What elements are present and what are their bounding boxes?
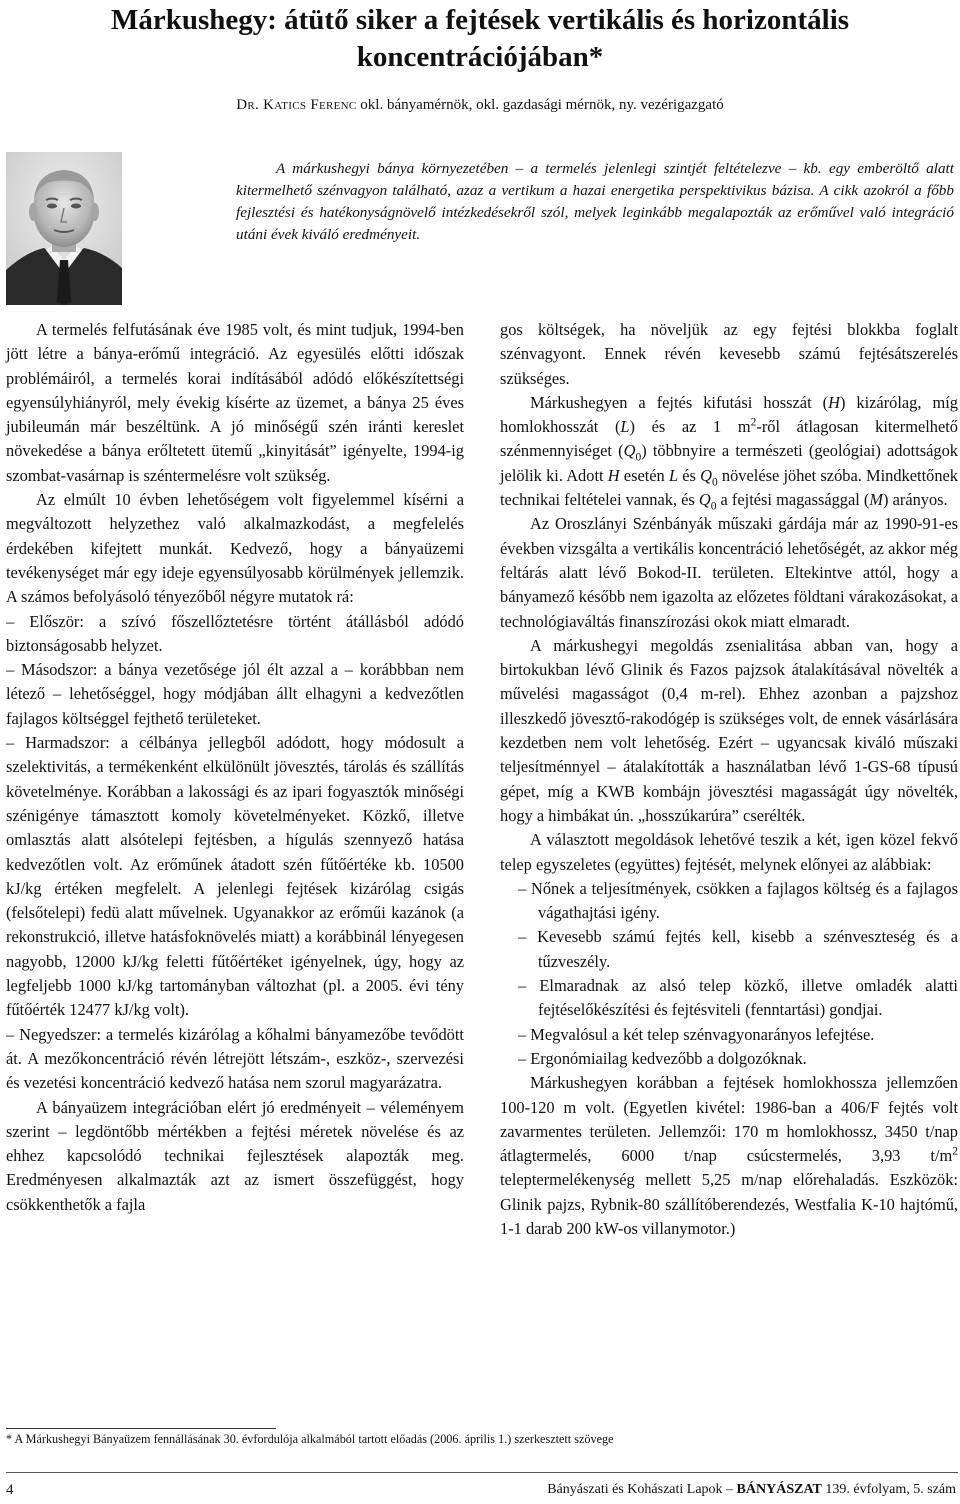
- paragraph: A márkushegyi megoldás zsenialitása abban van, hogy a birtokukban lévő Glinik és Fazos pajzsok átalakításával növelték a művelési magasságot (0,4 m-rel). Ehhez azonban a pajzshoz illeszkedő jövesztő-rakodógép is szükséges volt, de ennek vásárlására kezdetben nem volt lehetőség. Ezért – ugyancsak kiváló műszaki teljesítménnyel – átalakították a használatban lévő 1-GS-68 típusú gépet, míg a KWB kombájn jövesztési magasságát úgy növelték, hogy a himbákat ún. „hosszúkarúra” cserélték.: [500, 635, 958, 825]
- text-run: teleptermelékenység mellett 5,25 m/nap előrehaladás. Eszközök: Glinik pajzs, Rybnik-80 szállítóberendezés, Westfalia K-10 hajtómű, 1-1 darab 200 kW-os villanymotor.): [500, 1170, 958, 1238]
- text-run: Márkushegyen korábban a fejtések homlokhossza jellemzően 100-120 m volt. (Egyetlen kivétel: 1986-ban a 406/F fejtés volt zavarmentes területen. Jellemzői: 170 m homlokhossz, 3450 t/nap átlagtermelés, 6000 t/nap csúcstermelés, 3,93 t/m: [500, 1073, 958, 1166]
- text-run: növelése jöhet szóba. Mindkettőnek technikai feltételei vannak, és: [500, 465, 958, 510]
- list-item: – Elmaradnak az alsó telep közkő, illetve omladék alatti fejtéselőkészítési és fejtésviteli (fenntartási) gondjai.: [518, 976, 958, 1020]
- list-item: – Negyedszer: a termelés kizárólag a kőhalmi bányamezőbe tevődött át. A mezőkoncentráció révén létrejött létszám-, eszköz-, szervezési és vezetési koncentráció kedvező hatása nem szorul magyarázatra.: [6, 1024, 464, 1093]
- symbol-h: H: [828, 392, 840, 412]
- right-column: [500, 318, 958, 1241]
- factor-list: [6, 610, 464, 1096]
- text-run: ) kizárólag, míg homlokhosszát (: [500, 392, 958, 437]
- list-item: – Harmadszor: a célbánya jellegből adódott, hogy módosult a szelektivitás, a termékenként elkülönült jövesztés, tárolás és szállítás követelménye. Korábban a lakossági és az ipari fogyasztók minőségi szénigénye támasztott komoly követelményeket. Közkő, illetve omlasztás alatt alsótelepi fejtésben, a hígulás szennyező hatása kedvezőtlen volt. Az erőműnek átadott szén fűtőértéke kb. 10500 kJ/kg értéken megfelelt. A jelenlegi fejtések kizárólag csigás (felsőtelepi) fedü alatt művelnek. Ugyanakkor az erőműi kazánok (a rekonstrukció, illetve hatásfoknövelés miatt) a korábbinál lényegesen nagyobb, 12000 kJ/kg feletti fűtőértéket igényelnek, úgy, hogy az legfeljebb 1000 kJ/kg tartományban változhat (pl. a 2005. évi tény fűtőérték 12477 kJ/kg volt).: [6, 733, 464, 1020]
- journal-prefix: Bányászati és Kohászati Lapok –: [547, 1482, 737, 1497]
- list-item: – Másodszor: a bánya vezetősége jól élt azzal a – korábbban nem létező – lehetőséggel, hogy módjában állt elhagyni a kedvezőtlen fajlagos költséggel fejthető területeket.: [6, 660, 464, 728]
- list-item: – Ergonómiailag kedvezőbb a dolgozóknak.: [518, 1048, 807, 1068]
- footnote: * A Márkushegyi Bányaüzem fennállásának 30. évfordulója alkalmából tartott előadás (2006. április 1.) szerkesztett szövege: [6, 1432, 614, 1446]
- superscript: 2: [750, 416, 757, 429]
- text-run: esetén: [619, 465, 669, 485]
- author-portrait: [6, 152, 122, 305]
- paragraph: A termelés felfutásának éve 1985 volt, és mint tudjuk, 1994-ben jött létre a bánya-erőmű integráció. Az egyesülés előtti időszak problémáiról, a termelés korai indításából adódó előkészítettségi egyensúlyhiányról, mely évekig kísérte az üzemet, a bánya 25 éves jubileumán már beszéltünk. A jó minőségű szén iránti kereslet növekedése a bánya erőltetett ütemű „kinyitását” igényelte, 1994-ig szombat-vasárnap is széntermelésre volt szükség.: [6, 320, 464, 485]
- paragraph: Az elmúlt 10 évben lehetőségem volt figyelemmel kísérni a megváltozott helyzethez való alkalmazkodást, a megfelelés érdekében kifejtett munkát. Kedvező, hogy a bányaüzemi tevékenységet már egy ideje egyensúlyosabb körülmények jellemzik. A számos befolyásoló tényezőből négyre mutatok rá:: [6, 490, 464, 607]
- abstract: [236, 158, 954, 246]
- symbol-q: Q: [698, 490, 711, 510]
- article-title: Márkushegy: átütő siker a fejtések vertikális és horizontális koncentrációjában*: [110, 4, 850, 73]
- paragraph-symbols: [500, 391, 958, 512]
- text-run: ) többnyire a természeti (geológiai) adottságok jelölik ki. Adott: [500, 441, 958, 485]
- subscript: 0: [711, 476, 718, 489]
- paragraph-stats: [500, 1071, 958, 1241]
- text-run: Márkushegyen a fejtés kifutási hosszát (: [530, 392, 829, 412]
- list-item: – Megvalósul a két telep szénvagyonarányos lefejtése.: [518, 1024, 875, 1044]
- list-item: – Kevesebb számú fejtés kell, kisebb a szénveszteség és a tűzveszély.: [518, 927, 958, 971]
- journal-name: BÁNYÁSZAT: [736, 1482, 822, 1497]
- footer-divider: [6, 1472, 958, 1473]
- author-name: Dr. Katics Ferenc: [236, 97, 357, 113]
- text-run: -ről átlagosan kitermelhető szénmennyiséget (: [500, 417, 958, 461]
- advantage-list: [500, 877, 958, 1071]
- author-credentials: okl. bányamérnök, okl. gazdasági mérnök, ny. vezérigazgató: [356, 97, 724, 113]
- author-portrait-image: [6, 152, 122, 305]
- list-item: – Nőnek a teljesítmények, csökken a fajlagos költség és a fajlagos vágathajtási igény.: [518, 878, 958, 923]
- text-run: ) arányos.: [883, 490, 948, 510]
- text-run: ) és az 1 m: [629, 417, 751, 437]
- symbol-l: L: [668, 465, 679, 485]
- symbol-q: Q: [623, 441, 636, 461]
- author-line: [0, 96, 960, 114]
- page-number: 4: [6, 1482, 14, 1498]
- journal-info: [547, 1481, 956, 1499]
- symbol-h: H: [607, 465, 620, 485]
- footnote-divider: [6, 1428, 276, 1429]
- superscript: 2: [952, 1145, 958, 1158]
- journal-issue: 139. évfolyam, 5. szám: [821, 1482, 956, 1497]
- text-run: és: [678, 465, 701, 485]
- left-column: [6, 318, 464, 1217]
- subscript: 0: [710, 500, 717, 513]
- paragraph: A bányaüzem integrációban elért jó eredményeit – véleményem szerint – legdöntőbb mértékben a fejtési méretek növelése és az ehhez kapcsolódó technikai fejlesztések alapozták meg. Eredményesen alkalmazták azt az ismert összefüggést, hogy csökkenthetők a fajla: [6, 1097, 464, 1214]
- symbol-m: M: [869, 490, 884, 510]
- symbol-q: Q: [700, 465, 712, 485]
- symbol-l: L: [620, 417, 630, 437]
- paragraph: A választott megoldások lehetővé teszik a két, igen közel fekvő telep egyszeletes (együttes) fejtését, melynek előnyei az alábbiak:: [500, 830, 958, 874]
- abstract-text: A márkushegyi bánya környezetében – a termelés jelenlegi szintjét feltételezve – kb. egy emberöltő alatt kitermelhető szénvagyon található, azaz a vertikum a hazai energetika perspektivikus bázisa. A cikk azokról a főbb fejlesztési és hatékonyságnövelő intézkedésekről szól, melyek leginkább megalapozták az erőművel való integráció utáni évek kiváló eredményeit.: [236, 160, 954, 243]
- paragraph: gos költségek, ha növeljük az egy fejtési blokkba foglalt szénvagyont. Ennek révén kevesebb számú fejtésátszerelés szükséges.: [500, 320, 958, 388]
- text-run: a fejtési magassággal (: [716, 490, 870, 510]
- paragraph: Az Oroszlányi Szénbányák műszaki gárdája már az 1990-91-es években vizsgálta a vertikális koncentráció lehetőségét, az akkor még feltárás alatt lévő Bokod-II. területen. Eltekintve attól, hogy a bányamező később nem igazolta az előzetes földtani várakozásokat, a technológiaváltás finanszírozási okok miatt elmaradt.: [500, 514, 958, 631]
- list-item: – Először: a szívó főszellőztetésre történt átállásból adódó biztonságosabb helyzet.: [6, 611, 464, 655]
- subscript: 0: [635, 451, 642, 464]
